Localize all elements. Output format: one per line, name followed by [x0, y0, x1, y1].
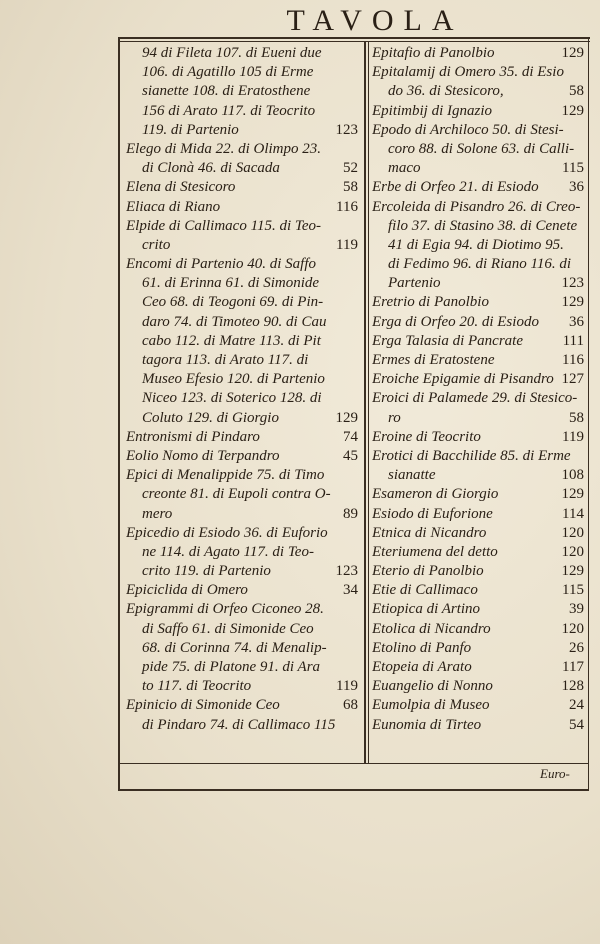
page-number	[354, 351, 358, 370]
entry-text: di Fedimo 96. di Riano 116. di	[388, 256, 572, 273]
index-entry-line	[372, 409, 584, 428]
index-entry-line	[372, 716, 584, 735]
entry-text: 106. di Agatillo 105 di Erme	[142, 64, 314, 81]
entry-text: do 36. di Stesicoro,	[388, 83, 504, 100]
index-entry-line	[126, 658, 358, 677]
entry-text: di Saffo 61. di Simonide Ceo	[142, 620, 314, 637]
index-entry-line	[372, 313, 584, 332]
index-entry-line	[126, 389, 358, 408]
index-entry-line	[372, 639, 584, 658]
index-entry-line	[126, 159, 358, 178]
page-number	[354, 63, 358, 82]
index-entry-line	[372, 82, 584, 101]
index-entry-line	[372, 658, 584, 677]
entry-text: Eteriumena del detto	[372, 543, 498, 560]
entry-text: Etolino di Panfo	[372, 639, 472, 656]
page-number: 128	[561, 678, 584, 695]
entry-text: Eunomia di Tirteo	[372, 716, 482, 733]
right-frame-rule	[588, 37, 589, 791]
entry-text: 119. di Partenio	[142, 121, 239, 138]
index-entry-line	[372, 236, 584, 255]
entry-text: Epigrammi di Orfeo Ciconeo 28.	[126, 601, 324, 618]
entry-text: Etie di Callimaco	[372, 582, 478, 599]
page-number	[354, 370, 358, 389]
page-number	[354, 44, 358, 63]
page-number: 111	[562, 332, 584, 349]
index-entry-line	[126, 485, 358, 504]
entry-text: Museo Efesio 120. di Partenio	[142, 371, 325, 388]
entry-text: Epitafio di Panolbio	[372, 45, 495, 61]
entry-text: Coluto 129. di Giorgio	[142, 409, 279, 426]
index-entry-line	[126, 178, 358, 197]
entry-text: Etopeia di Arato	[372, 659, 472, 675]
index-column-right	[372, 44, 584, 735]
index-entry-line	[126, 102, 358, 121]
entry-text: creonte 81. di Eupoli contra O-	[142, 486, 331, 503]
page-number	[354, 658, 358, 677]
page-number: 45	[343, 447, 358, 464]
entry-text: Ercoleida di Pisandro 26. di Creo-	[372, 198, 580, 215]
index-entry-line	[372, 562, 584, 581]
index-entry-line	[372, 505, 584, 524]
index-entry-line	[126, 121, 358, 140]
entry-text: Epici di Menalippide 75. di Timo	[126, 467, 325, 484]
entry-text: Epodo di Archiloco 50. di Stesi-	[372, 121, 564, 138]
page-number	[580, 121, 584, 140]
entry-text: mero	[142, 505, 173, 522]
page-number: 119	[562, 428, 584, 445]
page-number	[354, 600, 358, 619]
page-number: 58	[569, 409, 584, 426]
page-number	[354, 389, 358, 408]
index-entry-line	[372, 178, 584, 197]
page-header	[120, 4, 590, 40]
entry-text: Elego di Mida 22. di Olimpo 23.	[126, 140, 321, 157]
index-column-left	[126, 44, 358, 735]
page-number	[580, 198, 584, 217]
column-divider-inner	[368, 41, 369, 763]
index-entry-line	[126, 63, 358, 82]
index-entry-line	[372, 543, 584, 562]
index-entry-line	[126, 255, 358, 274]
entry-text: Niceo 123. di Soterico 128. di	[142, 390, 322, 407]
entry-text: Erga di Orfeo 20. di Esiodo	[372, 313, 539, 330]
page-number: 24	[569, 697, 584, 714]
page-number	[354, 217, 358, 236]
page-number	[580, 255, 584, 274]
index-entry-line	[372, 447, 584, 466]
index-entry-line	[126, 696, 358, 715]
entry-text: Elena di Stesicoro	[126, 179, 236, 196]
page-number	[354, 313, 358, 332]
index-entry-line	[126, 236, 358, 255]
page-number	[580, 140, 584, 159]
index-entry-line	[126, 716, 358, 735]
index-entry-line	[372, 696, 584, 715]
entry-text: Eliaca di Riano	[126, 198, 221, 215]
index-entry-line	[372, 620, 584, 639]
index-entry-line	[126, 274, 358, 293]
page-number: 115	[562, 582, 584, 599]
index-entry-line	[126, 505, 358, 524]
page-number	[580, 389, 584, 408]
index-entry-line	[372, 44, 584, 63]
page-number: 123	[335, 563, 358, 580]
index-entry-line	[126, 409, 358, 428]
entry-text: maco	[388, 160, 421, 177]
entry-text: Encomi di Partenio 40. di Saffo	[126, 256, 316, 273]
entry-text: sianatte	[388, 467, 436, 484]
entry-text: Eretrio di Panolbio	[372, 294, 489, 311]
page-number	[354, 543, 358, 562]
entry-text: ne 114. di Agato 117. di Teo-	[142, 543, 314, 560]
entry-text: Epicedio di Esiodo 36. di Euforio	[126, 524, 328, 541]
index-entry-line	[372, 217, 584, 236]
index-entry-line	[126, 313, 358, 332]
left-frame-rule	[118, 37, 120, 791]
index-entry-line	[126, 447, 358, 466]
index-entry-line	[126, 44, 358, 63]
page-number: 123	[561, 275, 584, 292]
page-number: 26	[569, 639, 584, 656]
page-number: 36	[569, 313, 584, 330]
entry-text: Epitalamij di Omero 35. di Esio	[372, 64, 564, 81]
entry-text: Euangelio di Nonno	[372, 678, 493, 695]
running-title: TAVOLA	[286, 4, 464, 37]
entry-text: Etolica di Nicandro	[372, 620, 491, 637]
entry-text: Entronismi di Pindaro	[126, 428, 260, 445]
page-number: 123	[335, 121, 358, 138]
index-entry-line	[372, 332, 584, 351]
entry-text: di Pindaro 74. di Callimaco 115	[142, 716, 336, 733]
page-number: 68	[343, 697, 358, 714]
entry-text: sianette 108. di Eratosthene	[142, 83, 311, 100]
index-entry-line	[372, 466, 584, 485]
page-number: 129	[335, 409, 358, 426]
page-number	[354, 485, 358, 504]
page-number	[354, 466, 358, 485]
entry-text: crito 119. di Partenio	[142, 563, 271, 580]
page-number: 89	[343, 505, 358, 522]
index-entry-line	[126, 82, 358, 101]
entry-text: Partenio	[388, 275, 441, 292]
index-entry-line	[126, 370, 358, 389]
index-entry-line	[126, 620, 358, 639]
entry-text: pide 75. di Platone 91. di Ara	[142, 659, 321, 675]
page-number: 108	[561, 467, 584, 484]
index-entry-line	[372, 677, 584, 696]
page-number: 120	[561, 524, 584, 541]
entry-text: 41 di Egia 94. di Diotimo 95.	[388, 236, 564, 253]
page-number	[354, 255, 358, 274]
page-number	[354, 716, 358, 735]
page-number: 129	[561, 45, 584, 61]
page-number: 129	[561, 563, 584, 580]
page-number	[354, 82, 358, 101]
index-entry-line	[126, 293, 358, 312]
index-entry-line	[372, 293, 584, 312]
index-entry-line	[126, 351, 358, 370]
index-entry-line	[126, 332, 358, 351]
entry-text: Eterio di Panolbio	[372, 563, 484, 580]
index-entry-line	[372, 370, 584, 389]
index-entry-line	[126, 217, 358, 236]
catchword: Euro-	[540, 766, 570, 781]
bottom-rule	[118, 789, 588, 791]
page-number	[580, 217, 584, 236]
index-entry-line	[372, 485, 584, 504]
entry-text: Erga Talasia di Pancrate	[372, 332, 523, 349]
page-number	[354, 639, 358, 658]
index-entry-line	[372, 524, 584, 543]
entry-text: daro 74. di Timoteo 90. di Cau	[142, 313, 327, 330]
entry-text: Etnica di Nicandro	[372, 524, 487, 541]
entry-text: 61. di Erinna 61. di Simonide	[142, 275, 320, 292]
page-number: 58	[343, 179, 358, 196]
page-number: 127	[561, 371, 584, 388]
index-entry-line	[372, 198, 584, 217]
entry-text: Epiciclida di Omero	[126, 582, 248, 599]
entry-text: Ermes di Eratostene	[372, 352, 495, 368]
entry-text: Epitimbij di Ignazio	[372, 102, 492, 119]
page-number: 114	[562, 505, 584, 522]
entry-text: 68. di Corinna 74. di Menalip-	[142, 639, 327, 656]
index-entry-line	[126, 198, 358, 217]
index-entry-line	[126, 581, 358, 600]
entry-text: Erbe di Orfeo 21. di Esiodo	[372, 179, 539, 196]
index-entry-line	[372, 274, 584, 293]
entry-text: Eroici di Palamede 29. di Stesico-	[372, 390, 578, 407]
entry-text: Eolio Nomo di Terpandro	[126, 447, 280, 464]
entry-text: di Clonà 46. di Sacada	[142, 160, 280, 177]
index-entry-line	[126, 600, 358, 619]
index-entry-line	[126, 562, 358, 581]
entry-text: Eroiche Epigamie di Pisandro	[372, 371, 554, 388]
entry-text: Eroine di Teocrito	[372, 428, 481, 445]
index-entry-line	[372, 428, 584, 447]
entry-text: coro 88. di Solone 63. di Calli-	[388, 140, 575, 157]
page-number: 117	[562, 659, 584, 675]
entry-text: 94 di Fileta 107. di Eueni due	[142, 45, 322, 61]
page-number: 129	[561, 294, 584, 311]
page-number: 34	[343, 582, 358, 599]
entry-text: Esiodo di Euforione	[372, 505, 493, 522]
page-number	[354, 274, 358, 293]
index-entry-line	[372, 600, 584, 619]
entry-text: Esameron di Giorgio	[372, 486, 499, 503]
page-number: 39	[569, 601, 584, 618]
entry-text: Elpide di Callimaco 115. di Teo-	[126, 217, 321, 234]
page-number: 115	[562, 160, 584, 177]
page-number: 58	[569, 83, 584, 100]
index-entry-line	[126, 639, 358, 658]
page-number: 119	[336, 236, 358, 253]
entry-text: cabo 112. di Matre 113. di Pit	[142, 332, 321, 349]
page-number: 74	[343, 428, 358, 445]
entry-text: ro	[388, 409, 401, 426]
page-number: 129	[561, 102, 584, 119]
top-rule	[118, 37, 590, 39]
page-number: 52	[343, 160, 358, 177]
page-number: 120	[561, 620, 584, 637]
entry-text: Epinicio di Simonide Ceo	[126, 697, 280, 714]
index-entry-line	[126, 524, 358, 543]
page-number	[354, 140, 358, 159]
entry-text: tagora 113. di Arato 117. di	[142, 352, 309, 368]
index-entry-line	[126, 677, 358, 696]
page-number	[354, 102, 358, 121]
page-number: 119	[336, 678, 358, 695]
index-entry-line	[126, 428, 358, 447]
page-number	[580, 447, 584, 466]
index-entry-line	[372, 255, 584, 274]
page-number	[580, 63, 584, 82]
entry-text: filo 37. di Stasino 38. di Cenete	[388, 217, 578, 234]
index-entry-line	[126, 543, 358, 562]
column-divider	[364, 41, 366, 763]
top-rule-inner	[118, 41, 590, 42]
entry-text: crito	[142, 236, 171, 253]
page-number: 116	[336, 198, 358, 215]
entry-text: Erotici di Bacchilide 85. di Erme	[372, 447, 571, 464]
index-entry-line	[126, 466, 358, 485]
index-entry-line	[372, 102, 584, 121]
index-entry-line	[372, 389, 584, 408]
index-entry-line	[372, 581, 584, 600]
entry-text: Ceo 68. di Teogoni 69. di Pin-	[142, 294, 324, 311]
entry-text: to 117. di Teocrito	[142, 678, 252, 695]
page-number: 36	[569, 179, 584, 196]
page-number: 116	[562, 352, 584, 368]
entry-text: 156 di Arato 117. di Teocrito	[142, 102, 316, 119]
entry-text: Eumolpia di Museo	[372, 697, 490, 714]
page-number	[354, 293, 358, 312]
index-entry-line	[372, 351, 584, 370]
index-entry-line	[372, 159, 584, 178]
page-number	[354, 332, 358, 351]
page-number	[354, 620, 358, 639]
bottom-rule-inner	[118, 763, 588, 764]
index-entry-line	[372, 63, 584, 82]
entry-text: Etiopica di Artino	[372, 601, 481, 618]
page-number: 120	[561, 543, 584, 560]
index-entry-line	[126, 140, 358, 159]
page-number	[580, 236, 584, 255]
page-number: 129	[561, 486, 584, 503]
page-number	[354, 524, 358, 543]
index-entry-line	[372, 140, 584, 159]
page-number: 54	[569, 716, 584, 733]
index-entry-line	[372, 121, 584, 140]
